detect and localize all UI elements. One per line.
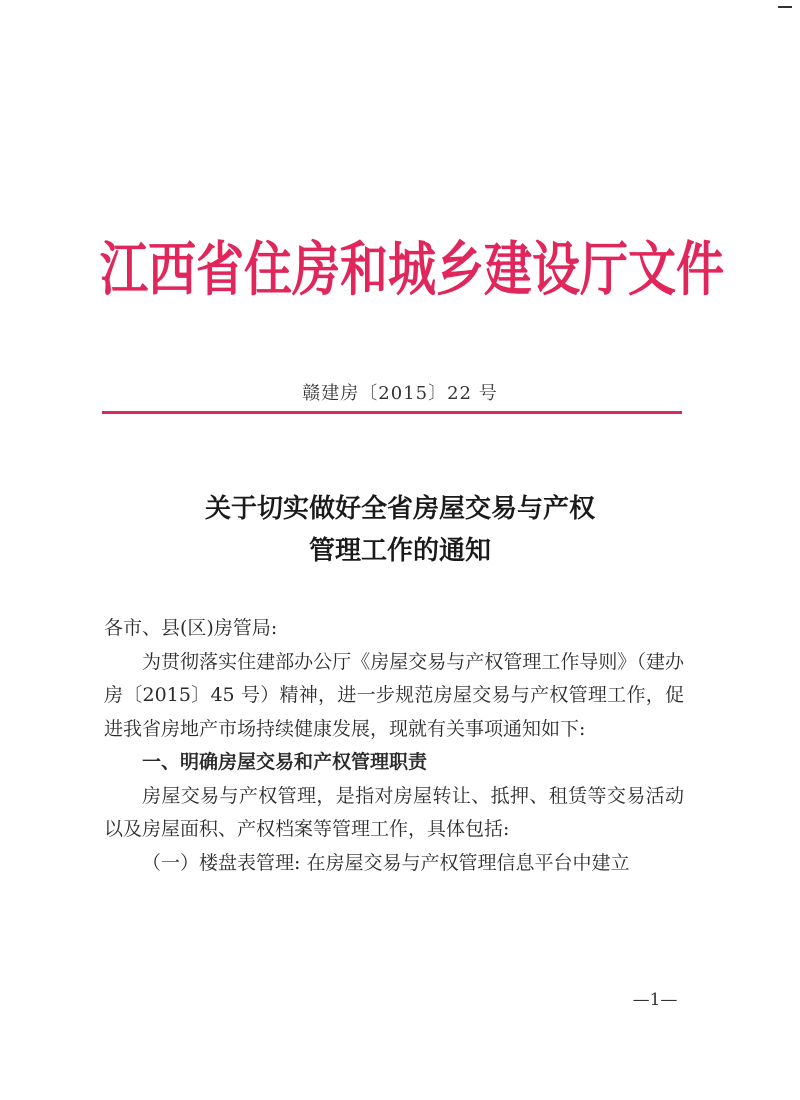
document-title <box>0 488 800 572</box>
paragraph-definition: 房屋交易与产权管理，是指对房屋转让、抵押、租赁等交易活动以及房屋面积、产权档案等管理工作，具体包括: <box>104 784 684 840</box>
document-masthead: 江西省住房和城乡建设厅文件 <box>100 235 725 305</box>
document-number: 赣建房〔2015〕22 号 <box>302 383 498 404</box>
corner-mark <box>778 6 792 8</box>
salutation: 各市、县(区)房管局: <box>104 617 278 639</box>
page-number: —1— <box>632 990 678 1010</box>
paragraph-intro: 为贯彻落实住建部办公厅《房屋交易与产权管理工作导则》（建办房〔2015〕45 号）精神，进一步规范房屋交易与产权管理工作，促进我省房地产市场持续健康发展，现就有关事项通知如下: <box>104 650 684 740</box>
paragraph-item-1: （一）楼盘表管理: 在房屋交易与产权管理信息平台中建立 <box>142 851 630 874</box>
section-heading-1: 一、明确房屋交易和产权管理职责 <box>142 751 428 773</box>
document-body <box>104 612 684 880</box>
red-divider-rule <box>102 411 682 414</box>
title-line-2: 管理工作的通知 <box>308 536 491 566</box>
title-line-1: 关于切实做好全省房屋交易与产权 <box>204 494 595 524</box>
